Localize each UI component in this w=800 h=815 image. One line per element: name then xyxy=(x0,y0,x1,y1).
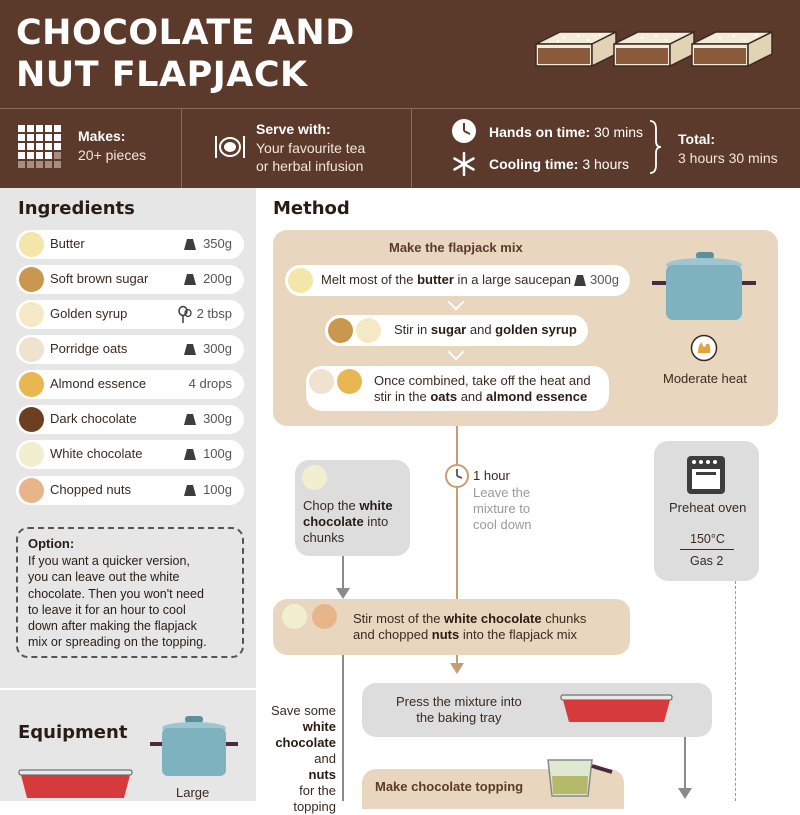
syrup-icon xyxy=(19,302,44,327)
step-stir-sugar: Stir in sugar and golden syrup xyxy=(325,315,588,346)
white-chocolate-icon xyxy=(19,442,44,467)
ingredient-row-syrup: Golden syrup 2 tbsp xyxy=(16,300,244,329)
makes-label: Makes: xyxy=(78,128,126,144)
flow-line xyxy=(684,737,686,792)
nuts-icon xyxy=(19,478,44,503)
ingredients-heading: Ingredients xyxy=(18,198,135,219)
pan-label: Large xyxy=(176,785,210,800)
step-melt-butter: Melt most of the butter in a large saucepan 300g xyxy=(285,265,630,296)
total-value: 3 hours 30 mins xyxy=(678,150,778,166)
weight-icon xyxy=(184,414,196,425)
weight-icon xyxy=(184,274,196,285)
ingredient-row-dark-chocolate: Dark chocolate 300g xyxy=(16,405,244,434)
ingredient-row-oats: Porridge oats 300g xyxy=(16,335,244,364)
oven-icon xyxy=(686,455,726,495)
ingredient-row-almond: Almond essence 4 drops xyxy=(16,370,244,399)
heat-label: Moderate heat xyxy=(663,371,747,386)
essence-bottle-icon xyxy=(337,369,362,394)
clock-icon xyxy=(445,464,469,488)
weight-icon xyxy=(574,275,586,286)
cooling-time: Cooling time: 3 hours xyxy=(489,156,630,172)
oven-label: Preheat oven xyxy=(669,500,747,515)
ingredient-row-butter: Butter 350g xyxy=(16,230,244,259)
brace-icon xyxy=(648,119,662,175)
wait-time: 1 hour xyxy=(473,468,510,483)
arrow-down-icon xyxy=(450,663,464,674)
page-title: CHOCOLATE AND NUT FLAPJACK xyxy=(16,13,355,95)
spoon-icon xyxy=(178,306,192,324)
flow-line xyxy=(342,556,344,592)
saucepan-icon xyxy=(148,714,240,782)
topping-title: Make chocolate topping xyxy=(375,779,524,794)
divider xyxy=(0,688,256,690)
wait-note: Leave the mixture to cool down xyxy=(473,485,532,532)
weight-icon xyxy=(184,344,196,355)
baking-tray-icon xyxy=(18,768,134,801)
baking-tray-icon xyxy=(560,694,674,724)
weight-icon xyxy=(184,449,196,460)
serve-label: Serve with: xyxy=(256,121,331,137)
dashed-line xyxy=(735,581,736,801)
butter-icon xyxy=(288,268,313,293)
save-topping-note: Save some white chocolate and nuts for the topping xyxy=(270,703,336,814)
butter-icon xyxy=(19,232,44,257)
clock-icon xyxy=(451,118,477,144)
plate-cutlery-icon xyxy=(213,134,247,160)
sugar-icon xyxy=(328,318,353,343)
white-chocolate-icon xyxy=(282,604,307,629)
oats-icon xyxy=(19,337,44,362)
snowflake-icon xyxy=(451,151,477,177)
ingredient-row-nuts: Chopped nuts 100g xyxy=(16,476,244,505)
arrow-down-icon xyxy=(336,588,350,599)
total-label: Total: xyxy=(678,131,716,147)
step-combine: Once combined, take off the heat and stir in the oats and almond essence xyxy=(306,366,609,411)
divider xyxy=(680,549,734,550)
divider xyxy=(181,108,182,188)
method-heading: Method xyxy=(273,198,350,219)
ingredient-row-sugar: Soft brown sugar 200g xyxy=(16,265,244,294)
option-box: Option: If you want a quicker version, you can leave out the white chocolate. Then you won't need to leave it for an hour to cool down after making the flapjack mix or spreading on the topping. xyxy=(16,527,244,658)
hands-on-time: Hands on time: 30 mins xyxy=(489,124,644,140)
white-chocolate-icon xyxy=(302,465,327,490)
essence-bottle-icon xyxy=(19,372,44,397)
grid-pieces-icon xyxy=(18,125,62,169)
syrup-icon xyxy=(356,318,381,343)
divider xyxy=(411,108,412,188)
serve-line1: Your favourite tea xyxy=(256,140,366,156)
flame-icon xyxy=(690,334,718,362)
oven-gas: Gas 2 xyxy=(690,554,724,568)
dark-chocolate-icon xyxy=(19,407,44,432)
arrow-down-icon xyxy=(678,788,692,799)
ingredient-row-white-chocolate: White chocolate 100g xyxy=(16,440,244,469)
weight-icon xyxy=(184,239,196,250)
weight-icon xyxy=(184,485,196,496)
mix-title: Make the flapjack mix xyxy=(389,240,523,255)
flow-line xyxy=(342,655,344,801)
makes-value: 20+ pieces xyxy=(78,147,147,163)
serve-line2: or herbal infusion xyxy=(256,158,364,174)
saucepan-icon xyxy=(651,250,757,328)
oats-icon xyxy=(309,369,334,394)
nuts-icon xyxy=(312,604,337,629)
equipment-heading: Equipment xyxy=(18,722,128,743)
melting-bowl-icon xyxy=(546,752,614,801)
sugar-icon xyxy=(19,267,44,292)
flapjack-bars-illustration xyxy=(530,14,780,90)
oven-temp: 150°C xyxy=(690,532,725,546)
